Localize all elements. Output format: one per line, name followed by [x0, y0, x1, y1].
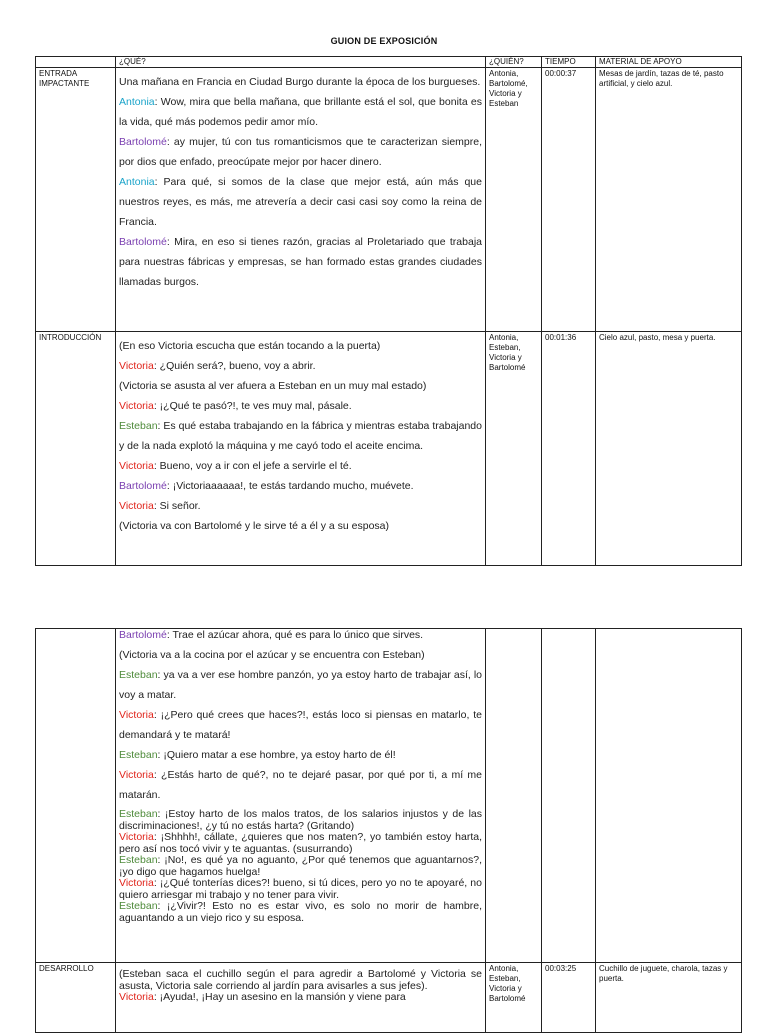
- dialogue-line: [119, 172, 482, 232]
- speaker-name: Victoria: [119, 877, 154, 889]
- table-row: [36, 68, 742, 332]
- dialogue-line: [119, 232, 482, 292]
- speaker-name: Victoria: [119, 769, 154, 781]
- dialogue-line: [119, 855, 482, 878]
- section-label: [36, 629, 116, 963]
- line-text: : Wow, mira que bella mañana, que brillante está el sol, que bonita es la vida, qué más podemos pedir amor mío.: [119, 96, 482, 128]
- document-title: GUION DE EXPOSICIÓN: [330, 36, 438, 46]
- dialogue-line: [119, 456, 482, 476]
- script-table-page-2: [35, 628, 742, 1033]
- dialogue-line: [119, 376, 482, 396]
- script-table-page-1: [35, 56, 742, 566]
- dialogue-block: [119, 625, 482, 805]
- dialogue-line: [119, 92, 482, 132]
- line-text: : Si señor.: [153, 500, 201, 512]
- line-text: : ¡¿Vivir?! Esto no es estar vivo, es solo no morir de hambre, aguantando a un viejo rico y su esposa.: [119, 900, 482, 924]
- dialogue-line: [119, 665, 482, 705]
- cast-cell: Antonia, Esteban, Victoria y Bartolomé: [486, 332, 542, 566]
- time-cell: 00:01:36: [542, 332, 596, 566]
- dialogue-line: [119, 969, 482, 992]
- line-text: : ¡Victoriaaaaaa!, te estás tardando mucho, muévete.: [166, 480, 414, 492]
- header-que: ¿QUÉ?: [116, 57, 486, 68]
- dialogue-line: [119, 745, 482, 765]
- table-row: [36, 332, 742, 566]
- speaker-name: Antonia: [119, 176, 155, 188]
- speaker-name: Bartolomé: [119, 236, 167, 248]
- line-text: : ¡Estoy harto de los malos tratos, de los salarios injustos y de las discriminaciones!, ¿y tú no estás harta? (Gritando): [119, 808, 482, 832]
- line-text: (Victoria va a la cocina por el azúcar y se encuentra con Esteban): [119, 649, 425, 661]
- line-text: : ¡Shhhh!, cállate, ¿quieres que nos maten?, yo también estoy harta, pero así nos tocó vivir y te aguantas. (susurrando): [119, 831, 482, 855]
- table-row: [36, 629, 742, 963]
- line-text: Una mañana en Francia en Ciudad Burgo durante la época de los burgueses.: [119, 76, 481, 88]
- speaker-name: Esteban: [119, 900, 158, 912]
- header-tiempo: TIEMPO: [542, 57, 596, 68]
- line-text: : ¡¿Qué tonterías dices?! bueno, si tú dices, pero yo no te apoyaré, no quiero arriesgar mi trabajo y no tener para vivir.: [119, 877, 482, 901]
- speaker-name: Victoria: [119, 460, 154, 472]
- line-text: : ya va a ver ese hombre panzón, yo ya estoy harto de trabajar así, lo voy a matar.: [119, 669, 482, 701]
- dialogue-line: [119, 809, 482, 832]
- dialogue-line: [119, 496, 482, 516]
- dialogue-block: [119, 809, 482, 924]
- dialogue-cell: [116, 332, 486, 566]
- header-material: MATERIAL DE APOYO: [596, 57, 742, 68]
- line-text: (Esteban saca el cuchillo según el para agredir a Bartolomé y Victoria se asusta, Victoria sale corriendo al jardín para avisarles a sus jefes).: [119, 968, 482, 992]
- cast-cell: [486, 629, 542, 963]
- line-text: : Es qué estaba trabajando en la fábrica y mientras estaba trabajando y de la nada explotó la máquina y me cayó todo el aceite encima.: [119, 420, 482, 452]
- dialogue-line: [119, 765, 482, 805]
- material-cell: Cielo azul, pasto, mesa y puerta.: [596, 332, 742, 566]
- line-text: : ay mujer, tú con tus romanticismos que te caracterizan siempre, por dios que enfado, preocúpate mejor por hacer dinero.: [119, 136, 482, 168]
- line-text: : ¡Quiero matar a ese hombre, ya estoy harto de él!: [157, 749, 396, 761]
- dialogue-line: [119, 72, 482, 92]
- cast-cell: Antonia, Bartolomé, Victoria y Esteban: [486, 68, 542, 332]
- dialogue-line: [119, 625, 482, 645]
- speaker-name: Esteban: [119, 808, 158, 820]
- line-text: : ¡¿Pero qué crees que haces?!, estás loco si piensas en matarlo, te demandará y te matará!: [119, 709, 482, 741]
- speaker-name: Victoria: [119, 831, 154, 843]
- time-cell: [542, 629, 596, 963]
- table-header-row: [36, 57, 742, 68]
- cast-cell: Antonia, Esteban, Victoria y Bartolomé: [486, 963, 542, 1033]
- dialogue-line: [119, 901, 482, 924]
- dialogue-line: [119, 336, 482, 356]
- dialogue-line: [119, 132, 482, 172]
- line-text: : Para qué, si somos de la clase que mejor está, aún más que nuestros reyes, es más, me atrevería a decir casi casi soy como la reina de Francia.: [119, 176, 482, 228]
- speaker-name: Antonia: [119, 96, 155, 108]
- line-text: : Bueno, voy a ir con el jefe a servirle el té.: [153, 460, 352, 472]
- line-text: : ¿Estás harto de qué?, no te dejaré pasar, por qué por ti, a mí me matarán.: [119, 769, 482, 801]
- line-text: : Mira, en eso si tienes razón, gracias al Proletariado que trabaja para nuestras fábricas y empresas, se han formado estas grandes ciudades llamadas burgos.: [119, 236, 482, 288]
- speaker-name: Esteban: [119, 669, 158, 681]
- dialogue-line: [119, 878, 482, 901]
- line-text: (En eso Victoria escucha que están tocando a la puerta): [119, 340, 381, 352]
- line-text: : ¡¿Qué te pasó?!, te ves muy mal, pásale.: [153, 400, 352, 412]
- speaker-name: Victoria: [119, 500, 154, 512]
- header-section-cell: [36, 57, 116, 68]
- time-cell: 00:00:37: [542, 68, 596, 332]
- material-cell: [596, 629, 742, 963]
- dialogue-line: [119, 396, 482, 416]
- dialogue-line: [119, 645, 482, 665]
- speaker-name: Esteban: [119, 854, 158, 866]
- line-text: (Victoria se asusta al ver afuera a Esteban en un muy mal estado): [119, 380, 427, 392]
- dialogue-cell: [116, 68, 486, 332]
- speaker-name: Victoria: [119, 400, 154, 412]
- dialogue-line: [119, 516, 482, 536]
- line-text: : ¡Ayuda!, ¡Hay un asesino en la mansión y viene para: [153, 991, 406, 1003]
- speaker-name: Bartolomé: [119, 629, 167, 641]
- dialogue-line: [119, 356, 482, 376]
- material-cell: Mesas de jardín, tazas de té, pasto artificial, y cielo azul.: [596, 68, 742, 332]
- section-label: DESARROLLO: [36, 963, 116, 1033]
- line-text: : ¡No!, es qué ya no aguanto, ¿Por qué tenemos que aguantarnos?, ¡yo digo que hagamos huelga!: [119, 854, 482, 878]
- section-label: INTRODUCCIÓN: [36, 332, 116, 566]
- table-row: [36, 963, 742, 1033]
- speaker-name: Esteban: [119, 420, 158, 432]
- line-text: (Victoria va con Bartolomé y le sirve té a él y a su esposa): [119, 520, 390, 532]
- line-text: : ¿Quién será?, bueno, voy a abrir.: [153, 360, 316, 372]
- dialogue-line: [119, 992, 482, 1004]
- speaker-name: Victoria: [119, 991, 154, 1003]
- section-label: ENTRADA IMPACTANTE: [36, 68, 116, 332]
- dialogue-cell: [116, 963, 486, 1033]
- speaker-name: Bartolomé: [119, 136, 167, 148]
- time-cell: 00:03:25: [542, 963, 596, 1033]
- material-cell: Cuchillo de juguete, charola, tazas y puerta.: [596, 963, 742, 1033]
- dialogue-cell: [116, 629, 486, 963]
- header-quien: ¿QUIÉN?: [486, 57, 542, 68]
- speaker-name: Esteban: [119, 749, 158, 761]
- speaker-name: Bartolomé: [119, 480, 167, 492]
- dialogue-line: [119, 705, 482, 745]
- dialogue-line: [119, 416, 482, 456]
- speaker-name: Victoria: [119, 360, 154, 372]
- speaker-name: Victoria: [119, 709, 154, 721]
- dialogue-line: [119, 476, 482, 496]
- dialogue-line: [119, 832, 482, 855]
- line-text: : Trae el azúcar ahora, qué es para lo único que sirves.: [166, 629, 424, 641]
